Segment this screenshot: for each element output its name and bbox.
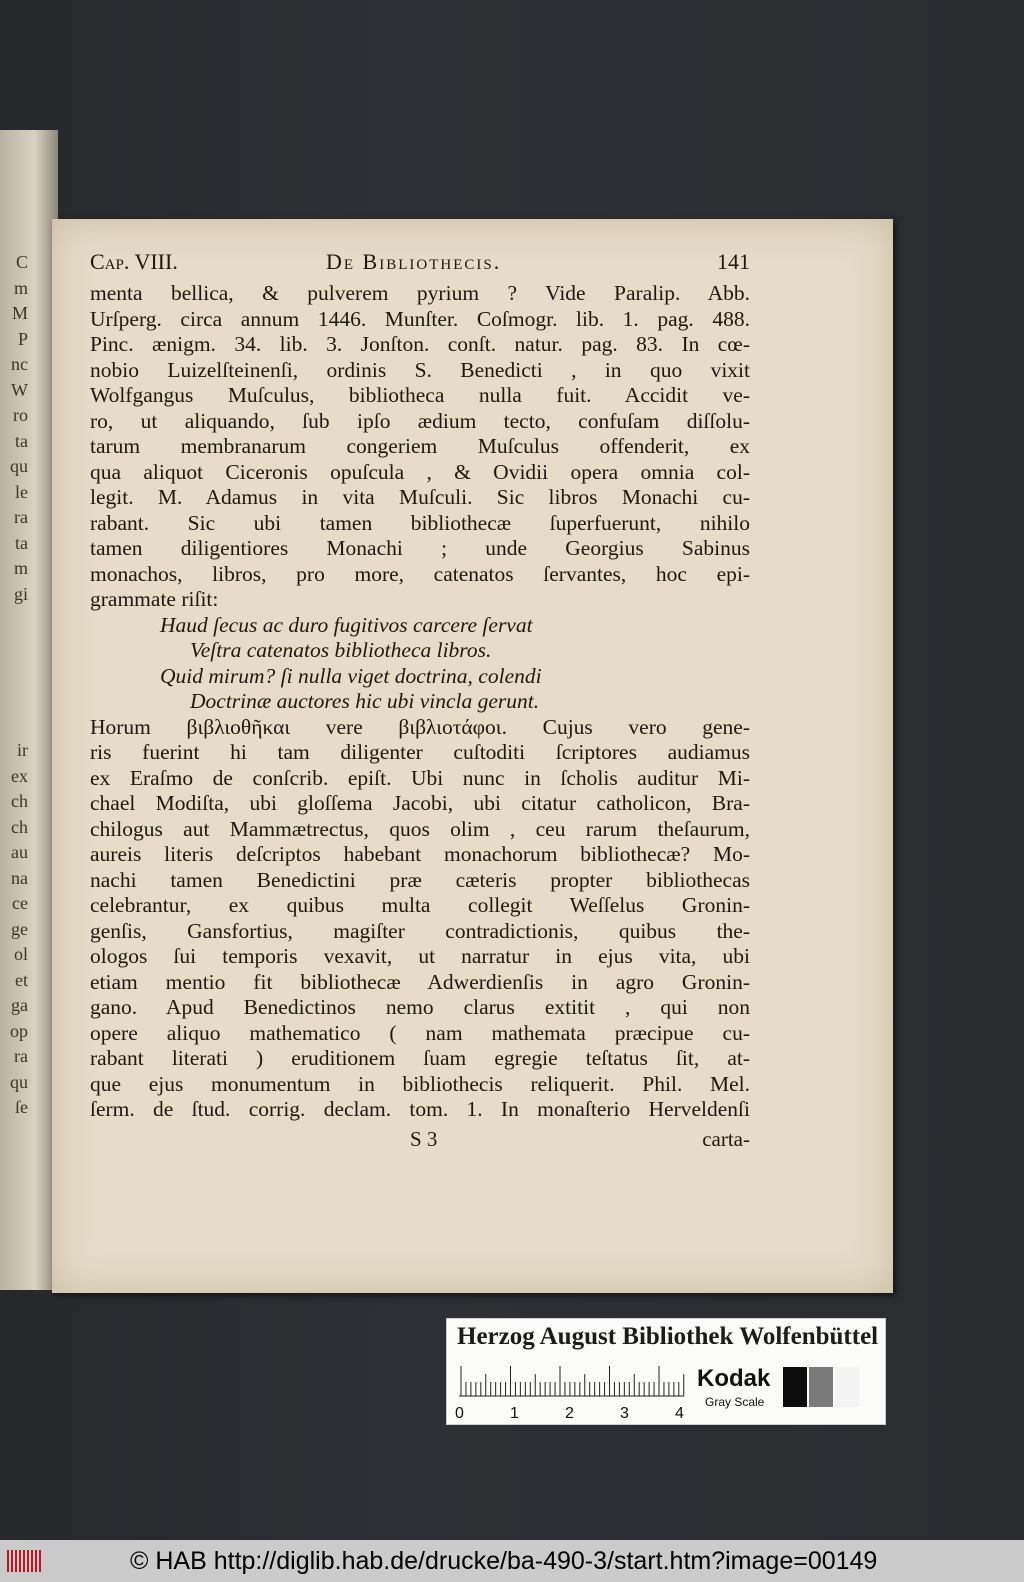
page-text xyxy=(90,281,750,1123)
text-line: ſerm. de ſtud. corrig. declam. tom. 1. In monaſterio Herveldenſi xyxy=(90,1097,750,1121)
prev-page-fragment: et xyxy=(15,969,28,990)
catchword: carta- xyxy=(702,1127,750,1151)
text-line: etiam mentio fit bibliothecæ Adwerdienſis in agro Gronin- xyxy=(90,969,750,994)
text-line: ologos ſui temporis vexavit, ut narratur in ejus vita, ubi xyxy=(90,944,750,968)
signature-mark: S 3 xyxy=(410,1127,438,1151)
logo-bar xyxy=(11,1550,13,1572)
prev-page-fragment: gi xyxy=(13,583,28,604)
text-line: que ejus monumentum in bibliothecis reliquerit. Phil. Mel. xyxy=(90,1071,750,1096)
prev-page-fragment: op xyxy=(10,1020,28,1041)
text-line: gano. Apud Benedictinos nemo clarus extitit , qui non xyxy=(90,995,750,1019)
prev-page-fragment: na xyxy=(11,867,28,888)
prev-page-fragment: C xyxy=(15,252,28,272)
prev-page-fragment: ra xyxy=(14,507,28,527)
poem-line: Haud ſecus ac duro fugitivos carcere ſervat xyxy=(160,612,533,637)
text-line: celebrantur, ex quibus multa collegit Weſſelus Gronin- xyxy=(90,893,750,917)
logo-bar xyxy=(15,1550,17,1572)
text-line: opere aliquo mathematico ( nam mathemata præcipue cu- xyxy=(90,1020,750,1045)
text-line: Wolfgangus Muſculus, bibliotheca nulla fuit. Accidit ve- xyxy=(90,383,750,407)
text-line: monachos, libros, pro more, catenatos ſervantes, hoc epi- xyxy=(90,561,750,586)
prev-page-fragment: ch xyxy=(11,791,28,811)
ruler-numbers xyxy=(451,1405,691,1423)
logo-bar xyxy=(23,1550,25,1572)
logo-bar xyxy=(19,1550,21,1572)
running-header xyxy=(90,249,750,279)
hab-logo-icon xyxy=(6,1548,44,1574)
library-name: Herzog August Bibliothek Wolfenbüttel xyxy=(457,1323,879,1350)
ruler-number: 3 xyxy=(620,1405,629,1422)
copyright-text[interactable]: © HAB http://diglib.hab.de/drucke/ba-490-3/start.htm?image=00149 xyxy=(130,1547,878,1575)
kodak-sublabel: Gray Scale xyxy=(705,1395,765,1409)
logo-bar xyxy=(35,1550,37,1572)
copyright-bar xyxy=(0,1540,1024,1582)
prev-page-fragment: ta xyxy=(15,430,28,451)
ruler-number: 1 xyxy=(510,1405,519,1422)
poem-line: Veſtra catenatos bibliotheca libros. xyxy=(190,638,492,662)
book-page xyxy=(52,219,893,1293)
text-line: chilogus aut Mammætrectus, quos olim , ceu rarum theſaurum, xyxy=(90,816,750,841)
gray-patch xyxy=(783,1367,807,1407)
ruler-number: 0 xyxy=(455,1405,464,1422)
gray-patch xyxy=(809,1367,833,1407)
prev-page-fragment: ro xyxy=(13,405,28,425)
text-line: grammate riſit: xyxy=(90,587,219,611)
text-line: nobio Luizelſteinenſi, ordinis S. Benedicti , in quo vixit xyxy=(90,357,750,382)
text-line: tarum membranarum congeriem Muſculus offenderit, ex xyxy=(90,434,750,458)
prev-page-fragment: ga xyxy=(11,995,28,1015)
logo-bar xyxy=(31,1550,33,1572)
prev-page-fragment: le xyxy=(15,481,28,502)
text-line: ex Eraſmo de conſcrib. epiſt. Ubi nunc in ſcholis auditur Mi- xyxy=(90,765,750,790)
text-line: Urſperg. circa annum 1446. Munſter. Coſmogr. lib. 1. pag. 488. xyxy=(90,306,750,331)
prev-page-fragment: ra xyxy=(14,1046,28,1066)
prev-page-fragment: ex xyxy=(11,765,28,786)
poem-line: Doctrinæ auctores hic ubi vincla gerunt. xyxy=(190,689,540,713)
poem-line: Quid mirum? ſi nulla viget doctrina, colendi xyxy=(160,663,542,688)
kodak-label: Kodak xyxy=(697,1365,771,1392)
text-line: Horum βιβλιοθῆκαι vere βιβλιοτάφοι. Cujus vero gene- xyxy=(90,714,750,739)
prev-page-fragment: ch xyxy=(11,816,28,837)
color-reference-strip xyxy=(446,1318,886,1425)
page-footer xyxy=(90,1127,750,1155)
running-title: De Bibliothecis. xyxy=(326,249,502,274)
text-line: ro, ut aliquando, ſub ipſo ædium tecto, confuſam diſſolu- xyxy=(90,408,750,433)
text-line: chael Modiſta, ubi gloſſema Jacobi, ubi citatur catholicon, Bra- xyxy=(90,791,750,815)
text-line: qua aliquot Ciceronis opuſcula , & Ovidii opera omnia col- xyxy=(90,459,750,484)
prev-page-fragment: ta xyxy=(15,532,28,553)
prev-page-fragment: nc xyxy=(11,354,28,374)
prev-page-fragment: au xyxy=(11,842,28,862)
text-line: menta bellica, & pulverem pyrium ? Vide Paralip. Abb. xyxy=(90,281,750,305)
prev-page-fragment: W xyxy=(11,379,28,400)
prev-page-fragment: ol xyxy=(13,944,28,964)
prev-page-fragment: ce xyxy=(12,893,28,913)
text-line: ris fuerint hi tam diligenter cuſtoditi ſcriptores audiamus xyxy=(90,740,750,764)
text-line: rabant. Sic ubi tamen bibliothecæ ſuperfuerunt, nihilo xyxy=(90,510,750,535)
ruler-number: 2 xyxy=(565,1405,574,1422)
prev-page-fragment: ſe xyxy=(15,1097,28,1117)
page-number: 141 xyxy=(717,249,750,274)
text-line: tamen diligentiores Monachi ; unde Georgius Sabinus xyxy=(90,536,750,560)
text-line: aureis literis deſcriptos habebant monachorum bibliothecæ? Mo- xyxy=(90,842,750,866)
logo-bar xyxy=(39,1550,41,1572)
text-line: rabant literati ) eruditionem ſuam egregie teſtatus ſit, at- xyxy=(90,1046,750,1070)
prev-page-fragment: M xyxy=(11,303,28,323)
gray-patch xyxy=(835,1367,859,1407)
text-line: legit. M. Adamus in vita Muſculi. Sic libros Monachi cu- xyxy=(90,485,750,509)
prev-page-fragment: P xyxy=(17,328,28,349)
ruler-number: 4 xyxy=(675,1405,684,1422)
logo-bar xyxy=(27,1550,29,1572)
prev-page-fragment: qu xyxy=(10,456,28,476)
previous-page-edge xyxy=(0,130,58,1290)
text-line: nachi tamen Benedictini præ cæteris propter bibliothecas xyxy=(90,867,750,892)
prev-page-fragment: ir xyxy=(17,740,28,760)
text-line: Pinc. ænigm. 34. lib. 3. Jonſton. conſt. natur. pag. 83. In cœ- xyxy=(90,332,750,356)
prev-page-fragment: qu xyxy=(10,1071,28,1092)
prev-page-fragment: m xyxy=(13,277,28,298)
logo-bar xyxy=(7,1550,9,1572)
chapter-label: Cap. VIII. xyxy=(90,249,178,274)
scale-ruler xyxy=(459,1365,689,1397)
prev-page-fragment: m xyxy=(13,558,28,578)
prev-page-fragment: ge xyxy=(11,918,28,939)
text-line: genſis, Gansfortius, magiſter contradictionis, quibus the- xyxy=(90,918,750,943)
